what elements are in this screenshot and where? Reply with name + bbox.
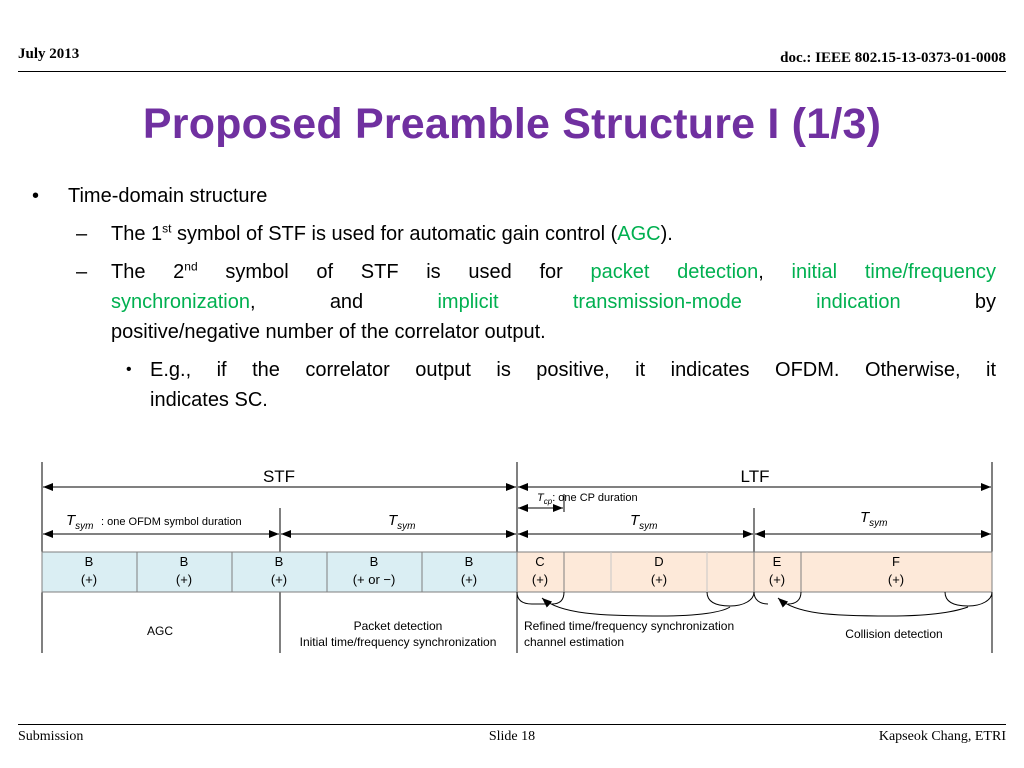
block-sign: (+) xyxy=(175,572,193,587)
sub-bullet-packet-line1: The 2nd symbol of STF is used for packet detection, initial time/frequency xyxy=(111,259,996,283)
footer-author: Kapseok Chang, ETRI xyxy=(878,729,1006,744)
block-sign: (+) xyxy=(270,572,288,587)
footer-slide-number: Slide 18 xyxy=(488,729,536,744)
block-letter: D xyxy=(654,554,664,569)
corr-arc-c-right xyxy=(552,592,564,604)
function-initial-sync: Initial time/frequency synchronization xyxy=(299,635,497,649)
tcp-label: $T_{cp}$: one CP duration xyxy=(537,492,638,506)
block-letter: B xyxy=(464,554,474,569)
block-letter: B xyxy=(274,554,284,569)
function-refined-sync: Refined time/frequency synchronization xyxy=(524,619,735,633)
block-sign: (+) xyxy=(460,572,478,587)
corr-arc-d-end xyxy=(707,592,754,606)
block-sign: (+) xyxy=(768,572,786,587)
block-letter: B xyxy=(369,554,379,569)
sub-bullet-packet-line2: synchronization, and implicit transmission-mode indication by xyxy=(111,291,997,313)
block-letter: C xyxy=(535,554,545,569)
header-date: July 2013 xyxy=(18,46,80,62)
block-letter: B xyxy=(179,554,189,569)
block-sign: (+) xyxy=(887,572,905,587)
corr-arrow-e-f xyxy=(778,598,968,616)
example-line2: indicates SC. xyxy=(150,389,268,411)
bullet-marker: • xyxy=(32,185,40,207)
corr-arc-e-left xyxy=(754,592,768,604)
tsym-label-3: $T_{sym}$ xyxy=(630,512,658,532)
corr-arc-e-right xyxy=(788,592,801,604)
bullet-time-domain: Time-domain structure xyxy=(68,185,268,207)
function-collision-detection: Collision detection xyxy=(845,627,943,641)
dash-marker: – xyxy=(76,223,88,245)
slide-title: Proposed Preamble Structure I (1/3) xyxy=(142,100,882,148)
block-letter: F xyxy=(892,554,900,569)
example-line1: E.g., if the correlator output is positive, it indicates OFDM. Otherwise, it xyxy=(150,359,996,381)
dash-marker: – xyxy=(76,261,88,283)
block-sign: (+) xyxy=(650,572,668,587)
corr-arc-f-end xyxy=(945,592,992,606)
function-agc: AGC xyxy=(146,624,174,638)
header-doc-id: doc.: IEEE 802.15-13-0373-01-0008 xyxy=(780,50,1006,66)
function-packet-detection: Packet detection xyxy=(353,619,443,633)
corr-arc-c-left xyxy=(517,592,548,604)
footer-submission: Submission xyxy=(18,729,84,744)
block-letter: E xyxy=(772,554,782,569)
block-sign: (+) xyxy=(80,572,98,587)
tsym-label-2: $T_{sym}$ xyxy=(388,512,416,532)
sub-bullet-agc: The 1st symbol of STF is used for automatic gain control (AGC). xyxy=(111,221,673,245)
stf-label: STF xyxy=(262,467,296,486)
tsym-label-4: $T_{sym}$ xyxy=(860,509,888,529)
tsym-label-1: $T_{sym}$ xyxy=(66,512,94,532)
corr-arrow-c-d xyxy=(542,598,730,616)
footer-divider xyxy=(18,724,1006,725)
block-letter: B xyxy=(84,554,94,569)
bullet-marker-small: • xyxy=(126,361,132,378)
tsym-description: : one OFDM symbol duration xyxy=(101,516,242,528)
sub-bullet-packet-line3: positive/negative number of the correlator output. xyxy=(111,321,546,343)
block-sign: (+ or −) xyxy=(352,572,396,587)
ltf-label: LTF xyxy=(740,467,770,486)
function-channel-estimation: channel estimation xyxy=(524,635,625,649)
block-sign: (+) xyxy=(531,572,549,587)
